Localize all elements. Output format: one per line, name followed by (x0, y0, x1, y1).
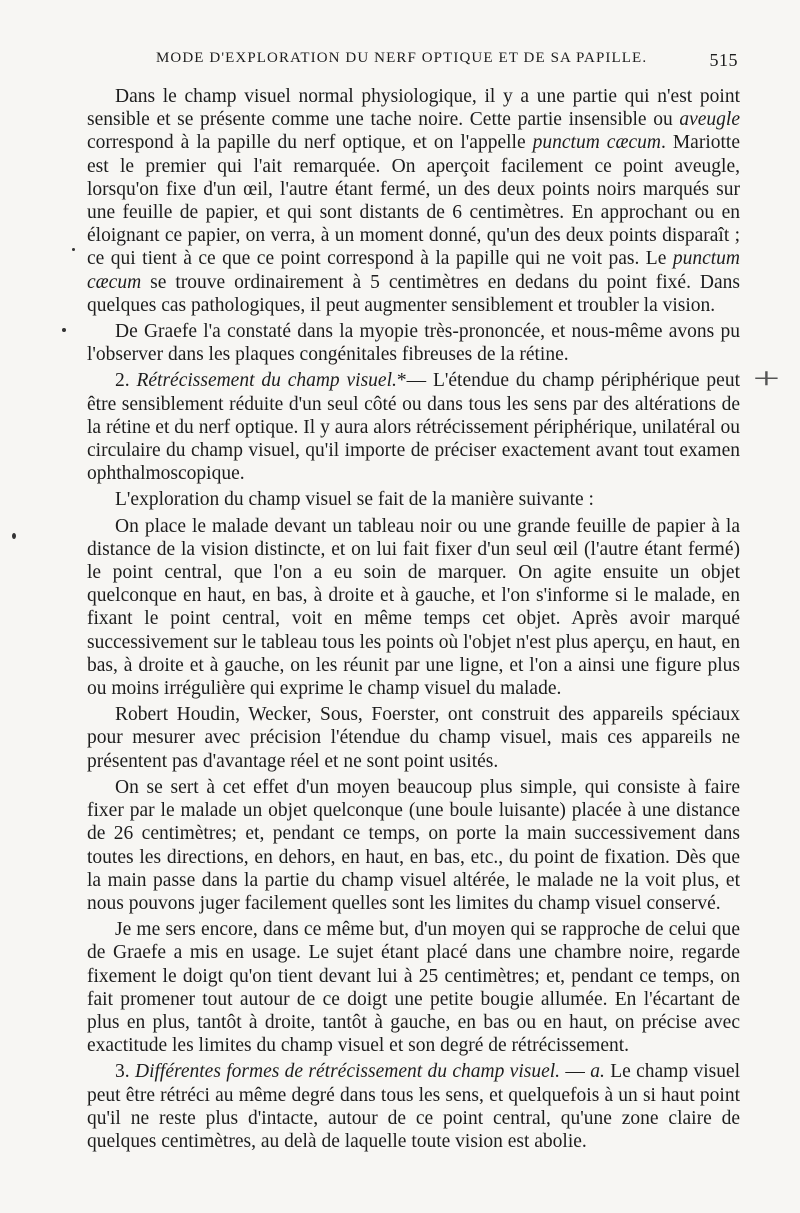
italic-span: a. (590, 1061, 605, 1083)
text-span: Robert Houdin, Wecker, Sous, Foerster, ont construit des appareils spéciaux pour mesurer avec précision l'étendue du champ visuel, mais ces appareils ne présentent pas d'avantage réel et ne sont point usités. (87, 704, 740, 772)
text-span: Le champ visuel peut être rétréci au même degré dans tous les sens, et quelquefois à un si haut point qu'il ne reste plus d'intacte, autour de ce point central, qu'une zone claire de quelques centimètres, au delà de laquelle toute vision est abolie. (87, 1061, 741, 1152)
paragraph (87, 703, 740, 773)
ink-speck (62, 328, 66, 332)
text-span: De Graefe l'a constaté dans la myopie très-prononcée, et nous-même avons pu l'observer dans les plaques congénitales fibreuses de la rétine. (87, 321, 740, 366)
italic-span: punctum cæcum (532, 132, 661, 154)
italic-span: punctum cæcum (87, 248, 740, 293)
running-title: MODE D'EXPLORATION DU NERF OPTIQUE ET DE SA PAPILLE. (156, 50, 648, 66)
paragraph (87, 1060, 740, 1153)
text-span: Je me sers encore, dans ce même but, d'un moyen qui se rapproche de celui que de Graefe a mis en usage. Le sujet étant placé dans une chambre noire, regarde fixement le doigt qu'on tient devant lui à 25 centimètres; et, pendant ce temps, on fait promener tout autour de ce doigt une petite bougie allumée. En l'écartant de plus en plus, tantôt à droite, tantôt à gauche, en bas ou en haut, on précise avec exactitude les limites du champ visuel et son degré de rétrécissement. (87, 919, 740, 1057)
italic-span: Rétrécissement du champ visuel. (136, 370, 397, 392)
ink-speck (12, 533, 16, 539)
paragraph (87, 918, 740, 1057)
margin-pencil-mark: + (752, 362, 780, 395)
text-span: L'exploration du champ visuel se fait de la manière suivante : (115, 489, 594, 511)
text-span: — (560, 1061, 591, 1083)
text-span: se trouve ordinairement à 5 centimètres en dedans du point fixé. Dans quelques cas pathologiques, il peut augmenter sensiblement et troubler la vision. (87, 271, 740, 316)
paragraph (87, 776, 740, 915)
paragraph (87, 515, 740, 701)
paragraph (87, 320, 740, 366)
body-text (87, 85, 740, 1153)
text-span: On se sert à cet effet d'un moyen beaucoup plus simple, qui consiste à faire fixer par le malade un objet quelconque (une boule luisante) placée à une distance de 26 centimètres; et, pendant ce temps, on porte la main successivement dans toutes les directions, en dehors, en haut, en bas, etc., du point de fixation. Dès que la main passe dans la partie du champ visuel altérée, le malade ne la voit plus, et nous pouvons juger facilement quelles sont les limites du champ visuel conservé. (87, 776, 740, 914)
text-span: *— L'étendue du champ périphérique peut être sensiblement réduite d'un seul côté ou dans tous les sens par des altérations de la rétine et du nerf optique. Il y aura alors rétrécissement périphérique, unilatéral ou circulaire du champ visuel, qu'il importe de préciser exactement avant tout examen ophthalmoscopique. (87, 370, 740, 485)
paragraph (87, 369, 740, 485)
italic-span: Différentes formes de rétrécissement du champ visuel. (134, 1061, 561, 1083)
text-span: . Mariotte est le premier qui l'ait remarquée. On aperçoit facilement ce point aveugle, lorsqu'on fixe d'un œil, l'autre étant fermé, un des deux points noirs marqués sur une feuille de papier, et qui sont distants de 6 centimètres. En approchant ou en éloignant ce papier, on verra, à un moment donné, qu'un des deux points disparaît ; ce qui tient à ce que ce point correspond à la papille qui ne voit pas. Le (87, 132, 740, 270)
text-span: 3. (115, 1061, 135, 1083)
paragraph (87, 85, 740, 317)
page-header (156, 50, 738, 72)
text-span: correspond à la papille du nerf optique, et on l'appelle (87, 132, 533, 154)
ink-speck (72, 248, 75, 251)
italic-span: aveugle (679, 109, 740, 131)
text-span: Dans le champ visuel normal physiologique, il y a une partie qui n'est point sensible et se présente comme une tache noire. Cette partie insensible ou (87, 86, 740, 131)
paragraph (87, 488, 740, 511)
text-span: On place le malade devant un tableau noir ou une grande feuille de papier à la distance de la vision distincte, et on lui fait fixer d'un seul œil (l'autre étant fermé) le point central, que l'on a eu soin de marquer. On agite ensuite un objet quelconque en haut, en bas, à droite et à gauche, et l'on s'informe si le malade, en fixant le point central, voit en même temps cet objet. Après avoir marqué successivement sur le tableau tous les points où l'objet n'est plus aperçu, en haut, en bas, à droite et à gauche, on les réunit par une ligne, et l'on a ainsi une figure plus ou moins irrégulière qui exprime le champ visuel du malade. (87, 515, 740, 700)
text-span: 2. (115, 370, 137, 392)
page-number: 515 (709, 50, 738, 70)
